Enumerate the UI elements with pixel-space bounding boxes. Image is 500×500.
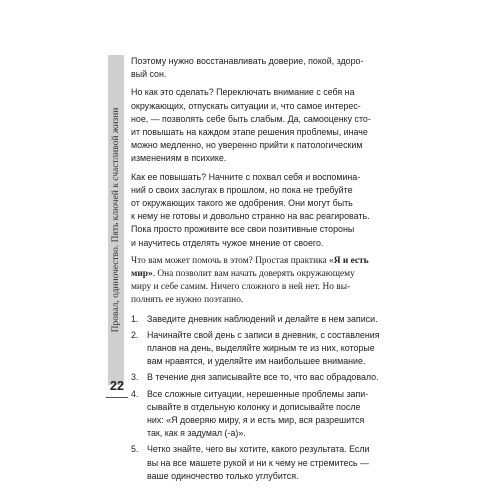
- text-line: так, как я задумал (-а)».: [147, 428, 246, 439]
- text-line: можно медленно, но уверенно прийти к патологическим: [131, 140, 363, 151]
- text-line: [131, 255, 393, 268]
- practice-steps-list: [131, 313, 393, 483]
- text-line: Все сложные ситуации, нерешенные проблемы запи-: [147, 388, 369, 399]
- text-line: Заведите дневник наблюдений и делайте в нем записи.: [147, 313, 378, 324]
- text-line: полнять ее нужно поэтапно.: [131, 295, 244, 306]
- text-line: Начинайте свой день с записи в дневник, с составления: [147, 329, 380, 340]
- paragraph-2: [131, 86, 393, 165]
- text-line: вый сон.: [131, 69, 167, 80]
- paragraph-4: [131, 255, 393, 308]
- text-line: Пока просто проживите все свои позитивные стороны: [131, 224, 355, 235]
- list-item-number: 4.: [131, 388, 139, 399]
- page-number: 22: [110, 379, 124, 393]
- text-line: Но как это сделать? Переключать внимание с себя на: [131, 87, 355, 98]
- text-line: них: «Я доверяю миру, я и есть мир, вся разрешится: [147, 415, 365, 426]
- main-text: [131, 55, 393, 486]
- text-line: миру и себе самим. Ничего сложного в ней нет. Но вы-: [131, 282, 351, 293]
- list-item-number: 1.: [131, 313, 139, 324]
- list-item: [131, 443, 393, 483]
- bold-phrase: мир»: [131, 269, 153, 280]
- text-line: Четко знайте, чего вы хотите, какого результата. Если: [147, 444, 370, 455]
- text-line: вам нравятся, и уделяйте им наибольшее внимание.: [147, 356, 366, 367]
- list-item: [131, 313, 393, 326]
- text-line: Как ее повышать? Начните с похвал себя и воспомина-: [131, 171, 361, 182]
- text-line: и научитесь отделять чужое мнение от своего.: [131, 237, 324, 248]
- text-line: планов на день, выделяйте жирным те из них, которые: [147, 343, 375, 354]
- text-line: Поэтому нужно восстанавливать доверие, покой, здоро-: [131, 56, 364, 66]
- text-line: к нему не готовы и довольно странно на вас реагировать.: [131, 211, 370, 222]
- text-segment: . Она позволит вам начать доверять окружающему: [152, 269, 355, 280]
- text-line: ит повышать на каждом этапе решения проблемы, иначе: [131, 127, 368, 138]
- running-title: Провал, одиночество. Пять ключей к счастливой жизни: [111, 107, 121, 333]
- text-line: окружающих, отпускать ситуации и, что самое интерес-: [131, 100, 361, 111]
- list-item-number: 5.: [131, 444, 139, 455]
- text-line: ваше одиночество только углубится.: [147, 470, 299, 481]
- page-number-rule: [106, 397, 128, 398]
- bold-phrase: Я и есть: [333, 255, 369, 266]
- list-item: [131, 371, 393, 384]
- text-line: [131, 268, 393, 281]
- text-segment: Что вам может помочь в этом? Простая практика «: [131, 255, 334, 266]
- text-line: ное, — позволять себе быть слабым. Да, самооценку сто-: [131, 113, 371, 124]
- text-line: от окружающих такого же одобрения. Они могут быть: [131, 198, 353, 209]
- paragraph-1: [131, 55, 393, 81]
- text-line: сывайте в отдельную колонку и дописывайте после: [147, 401, 361, 412]
- text-line: В течение дня записывайте все то, что вас обрадовало.: [147, 372, 379, 383]
- list-item: [131, 329, 393, 369]
- paragraph-3: [131, 171, 393, 250]
- text-line: вы на все машете рукой и ни к чему не стремитесь —: [147, 457, 369, 468]
- text-line: ний о своих заслугах в прошлом, но пока не требуйте: [131, 184, 353, 195]
- list-item-number: 3.: [131, 372, 139, 383]
- list-item-number: 2.: [131, 329, 139, 340]
- text-line: изменениям в психике.: [131, 153, 227, 164]
- list-item: [131, 388, 393, 441]
